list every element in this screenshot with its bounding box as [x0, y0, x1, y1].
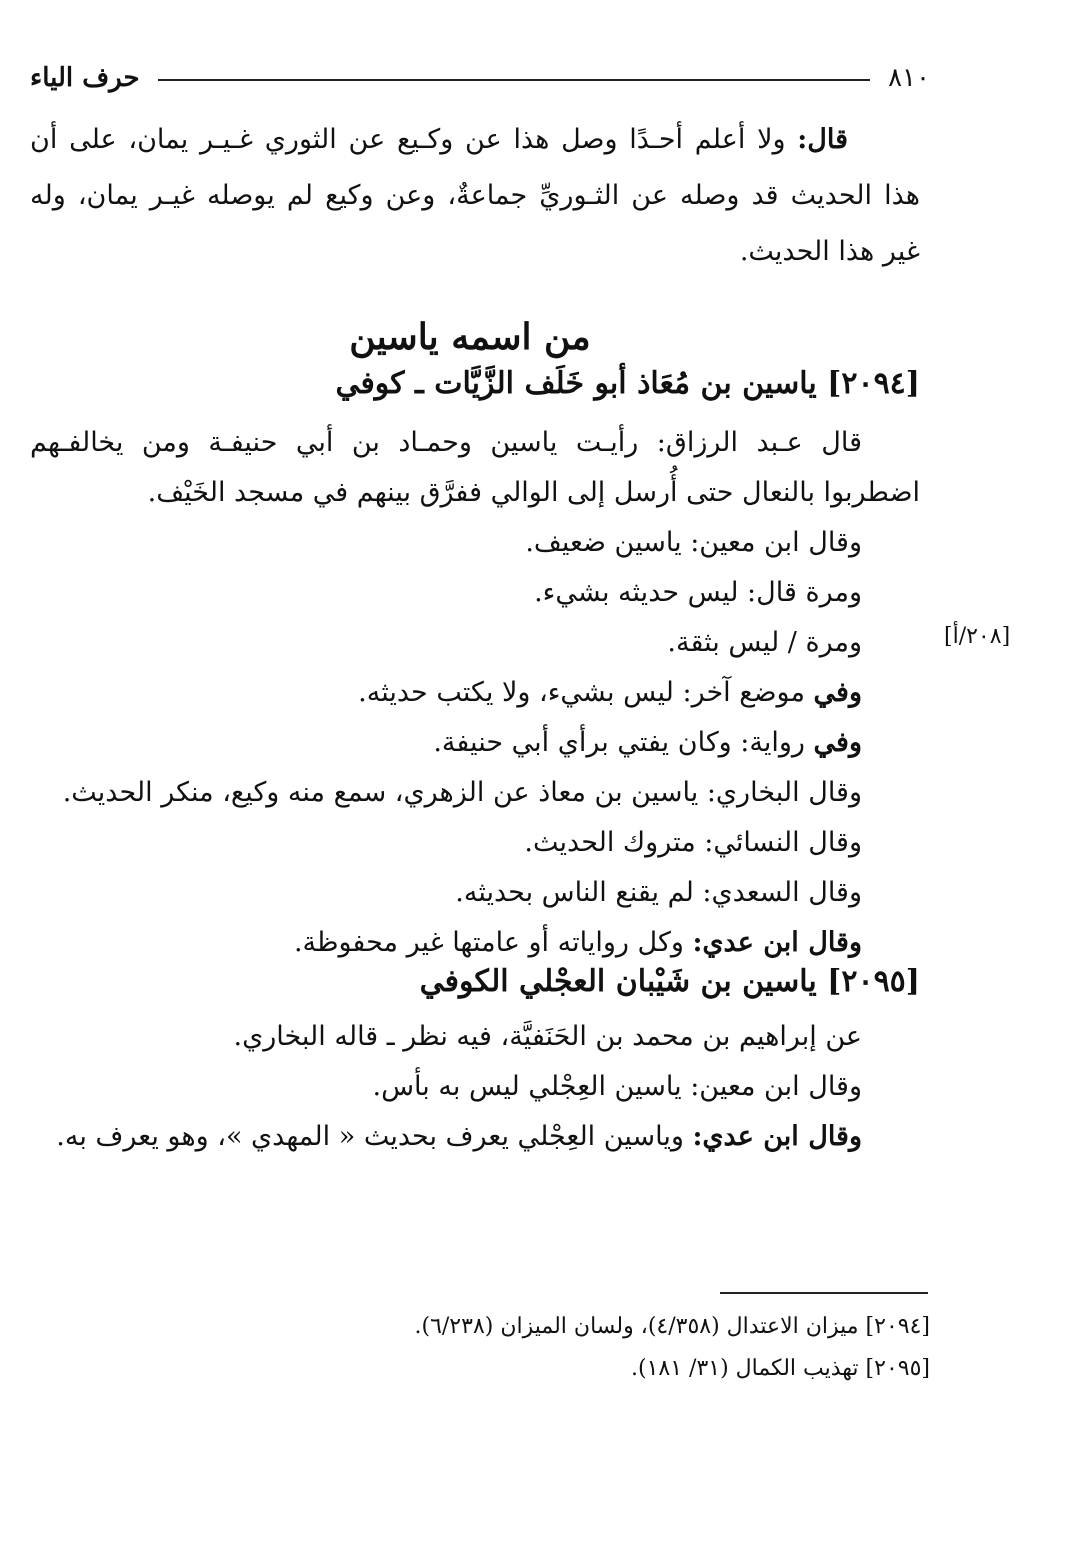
folio-marker: [٢٠٨/أ] [944, 624, 1011, 649]
entry-line: وقال ابن عدي: وكل رواياته أو عامتها غير محفوظة. [293, 927, 862, 958]
entry-line: وفي موضع آخر: ليس بشيء، ولا يكتب حديثه. [358, 677, 862, 708]
intro-label: قال: [797, 124, 848, 155]
entry-body [30, 418, 920, 968]
chapter-title: حرف الياء [30, 63, 140, 93]
entry-line: وقال ابن معين: ياسين ضعيف. [525, 527, 862, 558]
entry-line: وقال ابن عدي: وياسين العِجْلي يعرف بحديث « المهدي »، وهو يعرف به. [56, 1121, 862, 1152]
section-title: من اسمه ياسين [349, 316, 591, 358]
header-rule [158, 79, 871, 81]
entry-body [30, 1012, 920, 1162]
footnotes [30, 1306, 930, 1390]
entry-line: وقال ابن معين: ياسين العِجْلي ليس به بأس. [372, 1071, 862, 1102]
footnote: [٢٠٩٥] تهذيب الكمال (٣١/ ١٨١). [631, 1356, 930, 1381]
page-header [30, 56, 930, 100]
entry-line: وفي رواية: وكان يفتي برأي أبي حنيفة. [433, 727, 862, 758]
entry-line: ومرة / ليس بثقة. [667, 627, 862, 658]
footnote-rule [720, 1292, 928, 1294]
entry-heading: [٢٠٩٥] ياسين بن شَيْبان العجْلي الكوفي [419, 964, 920, 999]
entry-line: وقال النسائي: متروك الحديث. [524, 827, 862, 858]
entry-line: وقال البخاري: ياسين بن معاذ عن الزهري، سمع منه وكيع، منكر الحديث. [62, 777, 862, 808]
entry-line: وقال السعدي: لم يقنع الناس بحديثه. [455, 877, 862, 908]
page-number: ٨١٠ [888, 63, 930, 93]
entry-line: عن إبراهيم بن محمد بن الحَنَفيَّة، فيه نظر ـ قاله البخاري. [233, 1021, 862, 1052]
entry-heading: [٢٠٩٤] ياسين بن مُعَاذ أبو خَلَف الزَّيَّات ـ كوفي [335, 366, 920, 401]
intro-text: ولا أعلم أحـدًا وصل هذا عن وكـيع عن الثوري غـيـر يمان، على أن هذا الحديث قد وصله عن الثـوريِّ جماعةٌ، وعن وكيع لم يوصله غيـر يمان، وله غير هذا الحديث. [30, 124, 920, 267]
entry-line: قال عـبد الرزاق: رأيـت ياسين وحمـاد بن أبي حنيفـة ومن يخالفـهم اضطربوا بالنعال حتى أُرسل إلى الوالي ففرَّق بينهم في مسجد الخَيْف. [30, 427, 920, 508]
intro-paragraph [30, 112, 920, 280]
entry-line: ومرة قال: ليس حديثه بشيء. [534, 577, 862, 608]
footnote: [٢٠٩٤] ميزان الاعتدال (٤/٣٥٨)، ولسان الميزان (٦/٢٣٨). [414, 1314, 930, 1339]
